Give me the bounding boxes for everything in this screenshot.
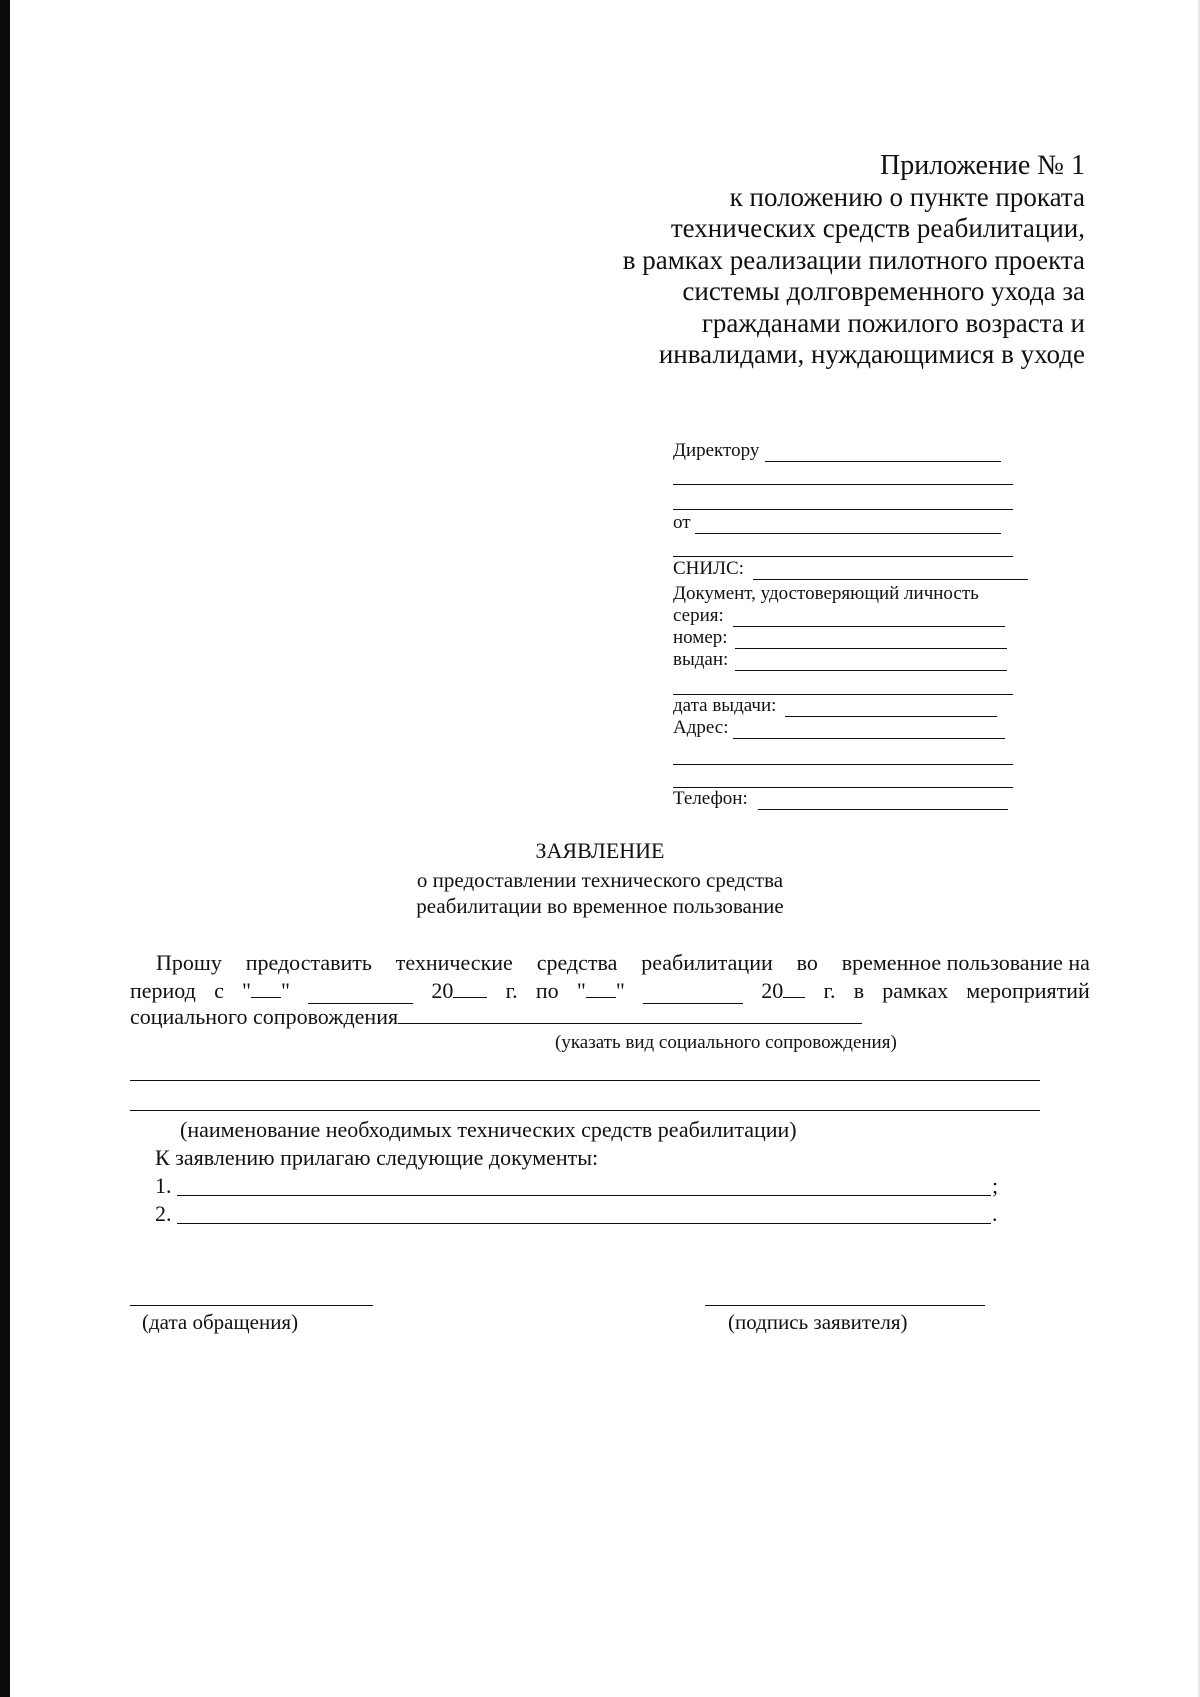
phone-field[interactable] [758,809,1008,810]
word: Прошу [156,950,222,975]
date-field[interactable] [130,1305,373,1306]
from-field[interactable] [695,533,1001,534]
appendix-header [445,150,1085,371]
support-label: социального сопровождения [130,1004,399,1029]
word: технические [395,950,513,975]
issued-field[interactable] [735,670,1007,671]
attachment-1-field[interactable] [177,1195,991,1196]
year-suffix: г. [505,978,518,1003]
issue-date-label: дата выдачи: [673,695,777,716]
document-subtitle-2: реабилитации во временное пользование [416,894,784,918]
snils-field[interactable] [753,579,1028,580]
from-row [673,512,1013,536]
address-row [673,717,1013,741]
request-paragraph [130,948,1090,1032]
issued-row [673,649,1013,673]
issue-date-row [673,695,1013,719]
attachment-2-end: . [992,1201,998,1226]
address-label: Адрес: [673,717,729,738]
number-label: номер: [673,627,728,648]
attachment-2-field[interactable] [177,1223,991,1224]
within-word: в [853,978,865,1003]
support-type-field[interactable] [398,1023,862,1024]
from-label: от [673,512,691,533]
issued-label: выдан: [673,649,729,670]
appendix-line: гражданами пожилого возраста и [701,307,1085,338]
from-field-line-2[interactable] [673,556,1013,557]
attachment-1-end: ; [992,1173,999,1198]
series-row [673,605,1013,629]
director-row [673,440,1013,464]
appendix-line: системы долговременного ухода за [682,276,1085,306]
phone-label: Телефон: [673,788,748,809]
period-label: период [130,978,196,1003]
to-word: по [535,978,559,1003]
tsr-field-line-2[interactable] [130,1110,1040,1111]
appendix-line: Приложение № 1 [880,150,1085,181]
snils-row [673,558,1033,582]
events-word: мероприятий [966,978,1090,1003]
appendix-line: инвалидами, нуждающимися в уходе [658,339,1085,369]
year-suffix: г. [823,978,836,1003]
word: во [796,950,818,975]
to-day-field[interactable] [586,997,616,998]
to-year-field[interactable] [783,997,805,998]
document-subtitle-1: о предоставлении технического средства [416,868,784,892]
snils-label: СНИЛС: [673,558,744,579]
word: предоставить [245,950,372,975]
appendix-line: к положению о пункте проката [729,181,1085,212]
from-day: " " [242,978,291,1003]
support-caption: (указать вид социального сопровождения) [555,1032,897,1053]
request-line-2 [130,976,1090,1004]
director-label: Директору [673,440,760,461]
director-field-line-3[interactable] [673,509,1013,510]
within-word-2: рамках [882,978,949,1003]
signature-field[interactable] [705,1305,985,1306]
date-caption: (дата обращения) [142,1310,299,1334]
tsr-caption: (наименование необходимых технических средств реабилитации) [180,1117,797,1142]
appendix-line: в рамках реализации пилотного проекта [622,244,1085,275]
from-word: с [214,978,224,1003]
signature-caption: (подпись заявителя) [728,1310,908,1334]
word: временное пользование на [841,950,1090,975]
word: средства [536,950,618,975]
to-day: " " [576,978,625,1003]
address-field-line-2[interactable] [673,764,1013,765]
series-label: серия: [673,605,724,626]
director-field-line-2[interactable] [673,484,1013,485]
attachment-item-2: 2. [155,1201,172,1226]
phone-row [673,788,1013,812]
from-day-field[interactable] [251,997,281,998]
attach-label: К заявлению прилагаю следующие документы: [155,1145,599,1170]
tsr-field-line-1[interactable] [130,1080,1040,1081]
address-field[interactable] [733,738,1005,739]
from-year: 20 [431,978,487,1004]
director-field[interactable] [765,461,1001,462]
request-line-1 [130,948,1090,976]
word: реабилитации [641,950,773,975]
attachment-item-1: 1. [155,1173,172,1198]
document-title: ЗАЯВЛЕНИЕ [535,838,665,863]
id-doc-row [673,583,1033,607]
to-year: 20 [761,978,805,1004]
request-line-3 [130,1004,1090,1032]
number-row [673,627,1013,651]
appendix-line: технических средств реабилитации, [670,213,1085,243]
from-year-field[interactable] [453,997,487,998]
id-doc-label: Документ, удостоверяющий личность [673,583,979,604]
